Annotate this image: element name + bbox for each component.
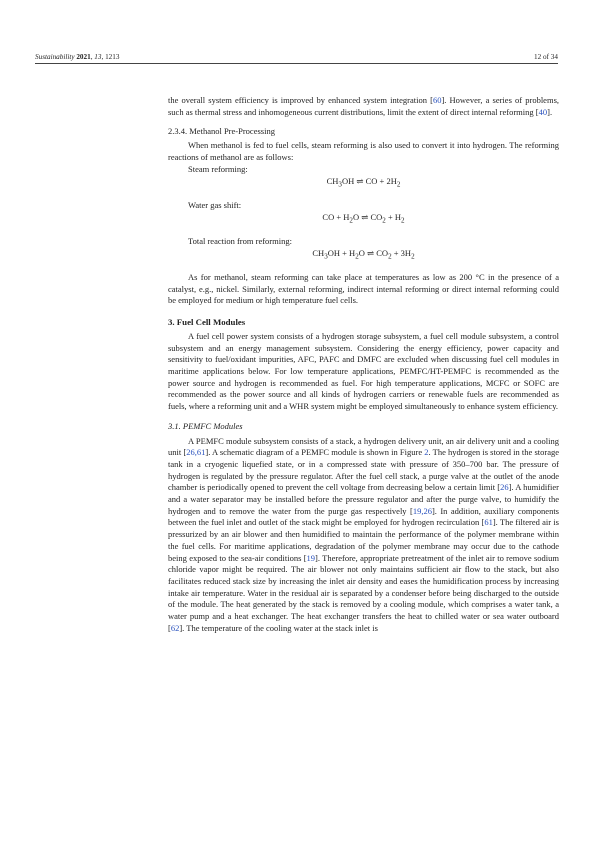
total-reaction-label: Total reaction from reforming: xyxy=(188,235,292,246)
eq-subscript: 2 xyxy=(411,253,415,262)
text-run: ]. However, a series of problems, such as thermal stress and inhomogeneous current distributions, limit the extent of direct internal reforming [ xyxy=(168,95,559,117)
text-run: ]. A schematic diagram of a PEMFC module is shown in Figure xyxy=(205,447,425,458)
text-run: ]. xyxy=(547,106,553,117)
eq-subscript: 3 xyxy=(338,180,342,189)
eq-subscript: 2 xyxy=(388,253,392,262)
text-run: ]. Therefore, appropriate pretreatment of the inlet air to remove sodium chloride vapor might be required. The air blower not only maintains sufficient air flow to the stack, but also facilitates reduced stack size by increasing the inlet air density and eases the humidification process by increasing intake air temperature. Water in the residual air is separated by a condenser before being discharged to the outside of the module. The heat generated by the stack is removed by a cooling module, which comprises a water tank, a water pump and a heat exchanger. The heat exchanger transfers the heat to chilled water or sea water outboard [ xyxy=(168,552,559,633)
paragraph-continuation xyxy=(168,95,559,118)
eq-subscript: 2 xyxy=(401,217,405,225)
citation-link[interactable]: 26 xyxy=(500,482,509,493)
citation-link[interactable]: 19 xyxy=(306,552,316,563)
methanol-closing-paragraph: As for methanol, steam reforming can take place at temperatures as low as 200 °C in the presence of a catalyst, e.g., nickel. Similarly, external reforming, indirect internal reforming or direct internal reforming could be employed for medium or high temperature fuel cells. xyxy=(168,271,559,306)
eq-text: O ⇌ CO xyxy=(358,248,389,259)
journal-year: 2021 xyxy=(76,53,91,61)
eq-subscript: 2 xyxy=(396,180,401,189)
pemfc-paragraph xyxy=(168,436,559,635)
journal-name: Sustainability xyxy=(35,53,75,61)
citation-link[interactable]: 62 xyxy=(170,622,180,633)
eq-text: O ⇌ CO xyxy=(352,212,383,223)
eq-text: CO + H xyxy=(322,212,350,223)
section3-paragraph: A fuel cell power system consists of a hydrogen storage subsystem, a fuel cell module subsystem, a control subsystem and an energy management subsystem. Considering the energy efficiency, power capacity and sensitivity to fuel/oxidant impurities, AFC, PAFC and DMFC are excluded when discussing fuel cell modules in maritime applications below. For low temperature applications, PEMFC/HT-PEMFC is recommended as the power source and hydrogen is recommended as fuel. For high temperature applications, MCFC or SOFC are recommended as the power source and all kinds of hydrogen carriers or renewable fuels are recommended as fuels, where a reforming unit and a WHR system might be employed simultaneously to enhance system efficiency. xyxy=(168,330,559,412)
article-number: 1213 xyxy=(105,53,120,61)
text-run: the overall system efficiency is improved by enhanced system integration [ xyxy=(168,95,433,105)
eq-subscript: 2 xyxy=(355,253,359,262)
figure-link[interactable]: 2 xyxy=(424,447,429,458)
eq-text: + 3H xyxy=(391,248,412,259)
water-gas-shift-label: Water gas shift: xyxy=(188,199,242,210)
equation-total-reaction xyxy=(168,248,559,263)
citation-link[interactable]: 19,26 xyxy=(412,505,432,516)
text-run: ]. In addition, auxiliary components between the fuel inlet and outlet of the stack might be employed for hydrogen recirculation [ xyxy=(168,505,559,528)
eq-subscript: 2 xyxy=(382,217,386,225)
equation-steam-reforming xyxy=(168,176,559,191)
steam-reforming-label: Steam reforming: xyxy=(188,163,248,174)
section-title: 3. Fuel Cell Modules xyxy=(168,316,246,327)
methanol-intro-paragraph: When methanol is fed to fuel cells, steam reforming is also used to convert it into hydrogen. The reforming reactions of methanol are as follows: xyxy=(168,140,559,162)
eq-text: OH ⇌ CO + 2H xyxy=(341,176,397,187)
journal-volume: 13 xyxy=(94,53,102,61)
citation-link[interactable]: 40 xyxy=(538,106,548,117)
citation-link[interactable]: 61 xyxy=(484,517,493,528)
text-run: ]. The temperature of the cooling water at the stack inlet is xyxy=(179,622,378,633)
header-citation: Sustainability 2021, 13, 1213 xyxy=(35,53,120,61)
text-run: ]. A humidifier and a water separator may be installed before the pressure regulator and after the purge valve, to humidify the hydrogen and to remove the water from the purge gas respectively [ xyxy=(168,482,559,516)
eq-text: CH xyxy=(326,176,339,187)
citation-link[interactable]: 60 xyxy=(432,95,442,105)
text-run: A PEMFC module subsystem consists of a stack, a hydrogen delivery unit, an air delivery unit and a cooling unit [ xyxy=(168,435,559,458)
subsection-title: 3.1. PEMFC Modules xyxy=(168,420,243,431)
main-column xyxy=(168,95,559,634)
eq-subscript: 3 xyxy=(324,253,328,262)
eq-subscript: 2 xyxy=(349,217,353,225)
citation-link[interactable]: 26,61 xyxy=(186,447,206,458)
text-run: . The hydrogen is stored in the storage tank in a cryogenic liquefied state, or in a compressed state with pressure of 350–700 bar. The pressure of hydrogen is regulated by the pressure regulator. After the fuel cell stack, a purge valve at the outlet of the anode chamber is periodically opened to prevent the cell voltage from decreasing below a certain limit [ xyxy=(168,447,559,493)
header-rule xyxy=(35,63,558,64)
subsection-title: 2.3.4. Methanol Pre-Processing xyxy=(168,126,275,137)
text-run: ]. The filtered air is pressurized by an air blower and then humidified to maintain the performance of the polymer membrane within the fuel cells. For maritime applications, degradation of the polymer membrane may occur due to the cathode being exposed to the sea-air conditions [ xyxy=(168,517,559,563)
equation-water-gas-shift xyxy=(168,212,559,227)
eq-text: + H xyxy=(385,212,402,223)
eq-text: OH + H xyxy=(327,248,356,259)
page-number: 12 of 34 xyxy=(534,53,558,61)
eq-text: CH xyxy=(312,248,325,259)
